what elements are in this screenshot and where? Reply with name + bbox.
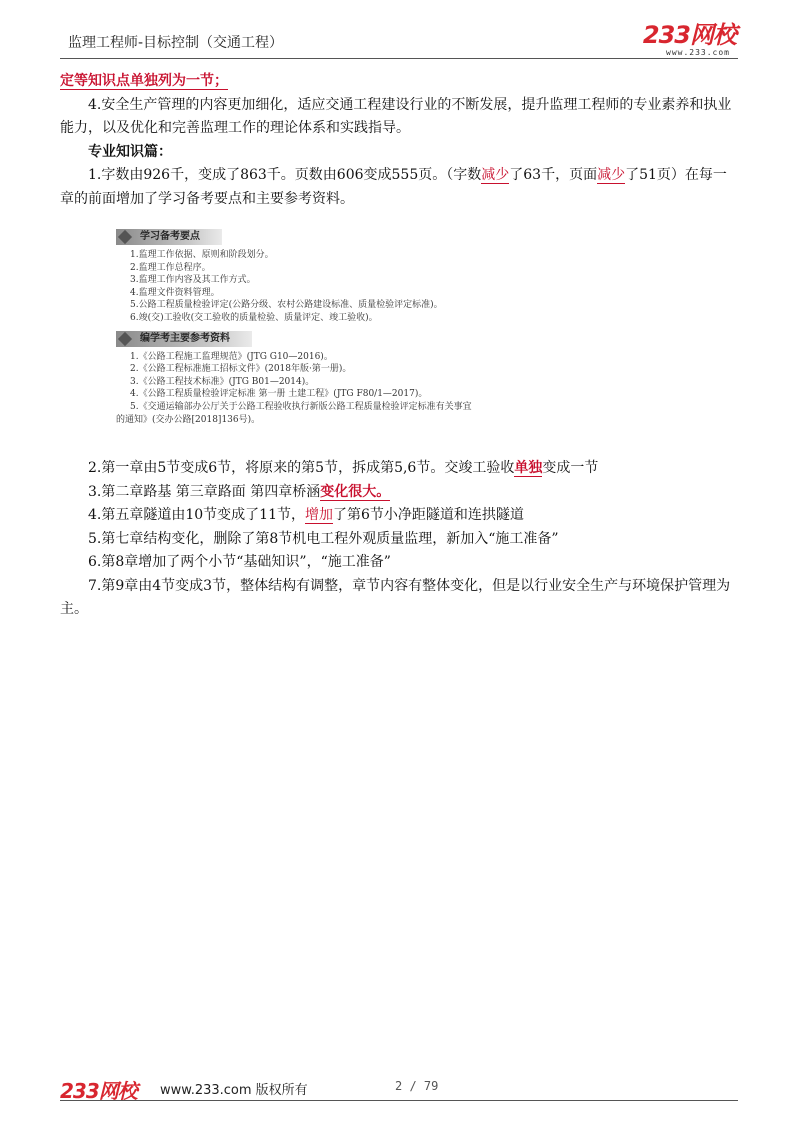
- highlight-text: 减少: [597, 167, 626, 183]
- list-item: 4.《公路工程质量检验评定标准 第一册 土建工程》(JTG F80/1—2017)。: [130, 389, 428, 400]
- header-title: 监理工程师-目标控制（交通工程）: [68, 35, 284, 51]
- text-run: 3.第二章路基 第三章路面 第四章桥涵: [88, 483, 321, 500]
- brand-logo: 233网校: [642, 21, 736, 49]
- copyright-text: www.233.com 版权所有: [160, 1083, 308, 1098]
- text-run: 了51页）在每一章的前面增加了学习备考要点和主要参考资料。: [60, 167, 727, 207]
- text-run: 了63千，页面: [509, 167, 598, 183]
- textbook-excerpt-figure: [116, 229, 516, 441]
- highlight-text: 增加: [305, 507, 333, 523]
- references-list: [116, 351, 516, 427]
- text-run: 了第6节小净距隧道和连拱隧道: [333, 507, 524, 523]
- list-item: 1.监理工作依据、原则和阶段划分。: [130, 250, 274, 260]
- paragraph-7: 7.第9章由4节变成3节，整体结构有调整，章节内容有整体变化，但是以行业安全生产与环境保护管理为主。: [60, 577, 731, 617]
- list-item: 2.《公路工程标准施工招标文件》(2018年版·第一册)。: [130, 364, 352, 375]
- text-run: 4.第五章隧道由10节变成了11节，: [88, 507, 305, 523]
- list-item: 2.监理工作总程序。: [130, 262, 211, 273]
- brand-logo-url: www.233.com: [666, 48, 730, 57]
- highlight-text: 定等知识点单独列为一节；: [60, 73, 228, 89]
- list-item: 的通知》(交办公路[2018]136号)。: [116, 414, 261, 425]
- list-item: 3.《公路工程技术标准》(JTG B01—2014)。: [130, 376, 315, 387]
- paragraph-6: 6.第8章增加了两个小节“基础知识”，“施工准备”: [88, 554, 391, 570]
- paragraph-2: [60, 457, 740, 481]
- list-item: 4.监理文件资料管理。: [130, 287, 220, 298]
- paragraph-4: 4.安全生产管理的内容更加细化，适应交通工程建设行业的不断发展，提升监理工程师的专业素养和执业能力，以及优化和完善监理工作的理论体系和实践指导。: [60, 96, 732, 136]
- figure-tab-study-points: 学习备考要点: [116, 229, 222, 245]
- page-header: [60, 22, 738, 59]
- list-item: 6.竣(交)工验收(交工验收的质量检验、质量评定、竣工验收)。: [130, 312, 378, 323]
- list-item: 1.《公路工程施工监理规范》(JTG G10—2016)。: [130, 351, 333, 362]
- page-footer: [60, 1079, 738, 1103]
- document-body: [60, 70, 740, 622]
- study-points-list: [130, 249, 516, 325]
- highlight-text: 变化很大。: [320, 483, 391, 500]
- footer-logo: 233网校: [60, 1079, 137, 1103]
- text-run: 变成一节: [542, 460, 599, 476]
- paragraph-continued: [60, 70, 740, 94]
- page-number: 2 / 79: [395, 1079, 439, 1093]
- list-item: 5.《交通运输部办公厅关于公路工程验收执行新版公路工程质量检验评定标准有关事宜: [130, 401, 472, 412]
- paragraph-3: [60, 481, 740, 505]
- highlight-text: 单独: [514, 460, 543, 476]
- paragraph-1: [60, 164, 740, 211]
- paragraph-5: 5.第七章结构变化，删除了第8节机电工程外观质量监理，新加入“施工准备”: [88, 530, 559, 547]
- section-title: 专业知识篇：: [88, 143, 172, 160]
- paragraph-4b: [60, 504, 740, 528]
- text-run: 1.字数由926千，变成了863千。页数由606变成555页。（字数: [88, 167, 482, 183]
- list-item: 3.监理工作内容及其工作方式。: [130, 275, 256, 286]
- figure-tab-references: 编学考主要参考资料: [116, 331, 252, 347]
- highlight-text: 减少: [481, 167, 510, 183]
- list-item: 5.公路工程质量检验评定(公路分级、农村公路建设标准、质量检验评定标准)。: [130, 300, 443, 311]
- text-run: 2.第一章由5节变成6节，将原来的第5节，拆成第5,6节。交竣工验收: [88, 460, 515, 476]
